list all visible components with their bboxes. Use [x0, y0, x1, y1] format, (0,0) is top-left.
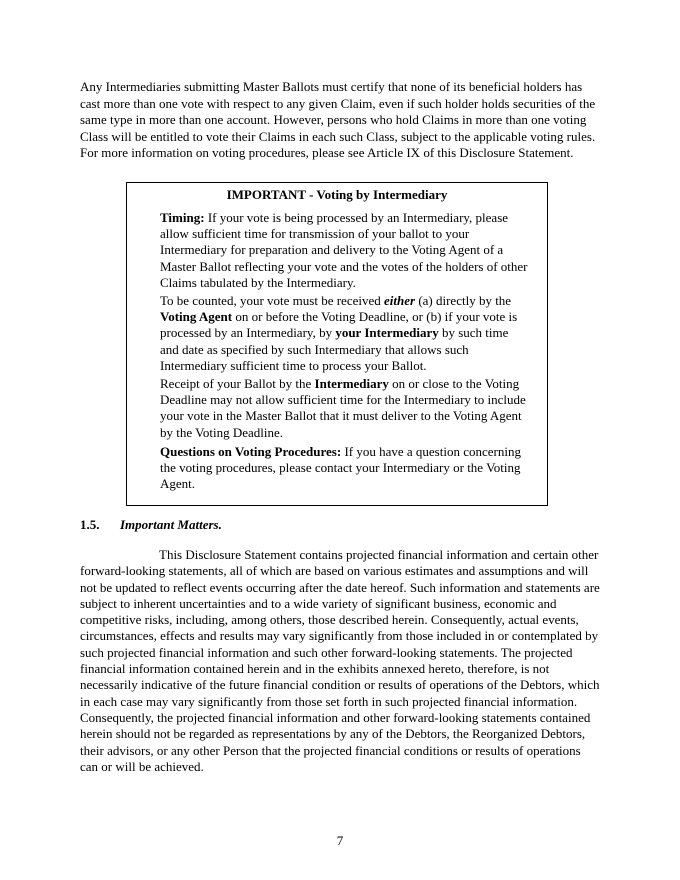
- important-matters-paragraph: This Disclosure Statement contains projected financial information and certain other forward-looking statements, all of which are based on various estimates and assumptions and will not be updated to reflect events occurring after the date hereof. Such information and statements are subject to inherent uncertainties and to a wide variety of significant business, economic and competitive risks, including, among others, those described herein. Consequently, actual events, circumstances, effects and results may vary significantly from those included in or contemplated by such projected financial information and such other forward-looking statements. The projected financial information contained herein and in the exhibits annexed hereto, therefore, is not necessarily indicative of the future financial condition or results of operations of the Debtors, which in each case may vary significantly from those set forth in such projected financial information. Consequently, the projected financial information and other forward-looking statements contained herein should not be regarded as representations by any of the Debtors, the Reorganized Debtors, their advisors, or any other Person that the projected financial conditions or results of operations can or will be achieved.: [80, 547, 600, 774]
- counting-text-4: by such time and date as specified by such Intermediary that allows such Intermediary sufficient time to process your Ballot.: [160, 325, 509, 373]
- counting-text-3: on or before the Voting Deadline, or (b) if your vote is processed by an Intermediary, by: [160, 309, 518, 341]
- notice-timing-paragraph: [160, 210, 530, 291]
- receipt-text-1: Receipt of your Ballot by the: [160, 376, 315, 391]
- section-title: Important Matters.: [120, 517, 222, 532]
- section-heading: [80, 517, 222, 533]
- questions-label: Questions on Voting Procedures:: [160, 444, 342, 459]
- receipt-text-2: on or close to the Voting Deadline may not allow sufficient time for the Intermediary to include your vote in the Master Ballot that it must deliver to the Voting Agent by the Voting Deadline.: [160, 376, 526, 440]
- section-number: 1.5.: [80, 517, 100, 532]
- intermediary-emphasis: Intermediary: [314, 376, 389, 391]
- your-intermediary-emphasis: your Intermediary: [335, 325, 439, 341]
- voting-agent-emphasis: Voting Agent: [160, 309, 233, 325]
- notice-questions-paragraph: [160, 444, 530, 493]
- notice-receipt-paragraph: [160, 376, 530, 441]
- notice-title: IMPORTANT - Voting by Intermediary: [226, 187, 448, 202]
- notice-counting-paragraph: [160, 293, 530, 374]
- either-emphasis: either: [384, 293, 416, 308]
- counting-text-2: (a) directly by the: [415, 293, 512, 308]
- important-notice-box: [126, 182, 548, 506]
- timing-text: If your vote is being processed by an Intermediary, please allow sufficient time for transmission of your ballot to your Intermediary for preparation and delivery to the Voting Agent of a Master Ballot reflecting your vote and the votes of the holders of other Claims tabulated by the Intermediary.: [160, 210, 528, 290]
- questions-text: If you have a question concerning the voting procedures, please contact your Intermediary or the Voting Agent.: [160, 444, 521, 492]
- timing-label: Timing:: [160, 210, 205, 225]
- page-number: 7: [336, 833, 344, 848]
- counting-text-1: To be counted, your vote must be received: [160, 293, 384, 308]
- intro-paragraph: Any Intermediaries submitting Master Ballots must certify that none of its beneficial holders has cast more than one vote with respect to any given Claim, even if such holder holds securities of the same type in more than one account. However, persons who hold Claims in more than one voting Class will be entitled to vote their Claims in each such Class, subject to the applicable voting rules. For more information on voting procedures, please see Article IX of this Disclosure Statement.: [80, 79, 596, 161]
